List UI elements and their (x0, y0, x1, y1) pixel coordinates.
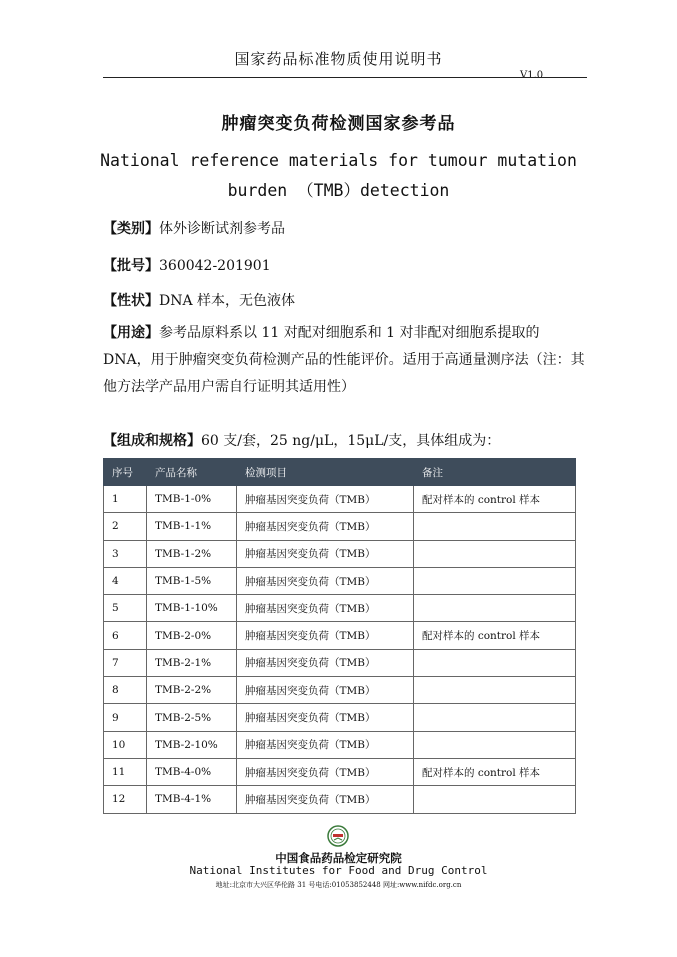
header-test-item: 检测项目 (237, 459, 414, 486)
cell-seq: 4 (104, 567, 147, 594)
nifdc-emblem-icon (327, 825, 349, 847)
cell-product: TMB-1-10% (147, 595, 237, 622)
cell-remark (414, 595, 576, 622)
header-product-name: 产品名称 (147, 459, 237, 486)
cell-remark (414, 513, 576, 540)
version-label: V1.0 (520, 70, 544, 81)
cell-test: 肿瘤基因突变负荷（TMB） (237, 567, 414, 594)
appearance-value: DNA 样本，无色液体 (159, 293, 296, 309)
table-row (104, 649, 576, 676)
cell-test: 肿瘤基因突变负荷（TMB） (237, 649, 414, 676)
table-row (104, 540, 576, 567)
cell-seq: 7 (104, 649, 147, 676)
cell-remark: 配对样本的 control 样本 (414, 622, 576, 649)
cell-product: TMB-4-1% (147, 786, 237, 813)
footer-address: 地址:北京市大兴区华伦路 31 号电话:01053852448 网址:www.nifdc.org.cn (215, 881, 462, 889)
cell-product: TMB-2-5% (147, 704, 237, 731)
cell-product: TMB-1-1% (147, 513, 237, 540)
cell-seq: 5 (104, 595, 147, 622)
table-row (104, 758, 576, 785)
cell-seq: 2 (104, 513, 147, 540)
cell-product: TMB-1-0% (147, 486, 237, 513)
header-divider (103, 77, 587, 78)
cell-product: TMB-4-0% (147, 758, 237, 785)
cell-remark (414, 731, 576, 758)
cell-product: TMB-2-2% (147, 677, 237, 704)
cell-remark (414, 567, 576, 594)
composition-label: 【组成和规格】 (103, 433, 201, 449)
cell-seq: 1 (104, 486, 147, 513)
document-title-en-line2: burden （TMB）detection (227, 181, 450, 200)
document-title-en (0, 146, 677, 206)
cell-remark: 配对样本的 control 样本 (414, 486, 576, 513)
document-title-cn: 肿瘤突变负荷检测国家参考品 (221, 114, 456, 134)
cell-test: 肿瘤基因突变负荷（TMB） (237, 486, 414, 513)
usage-label: 【用途】 (103, 325, 159, 341)
table-row (104, 731, 576, 758)
cell-remark (414, 540, 576, 567)
cell-product: TMB-2-1% (147, 649, 237, 676)
cell-seq: 3 (104, 540, 147, 567)
batch-field (103, 255, 271, 275)
cell-product: TMB-1-5% (147, 567, 237, 594)
cell-seq: 8 (104, 677, 147, 704)
cell-remark (414, 649, 576, 676)
cell-test: 肿瘤基因突变负荷（TMB） (237, 786, 414, 813)
table-row (104, 786, 576, 813)
cell-seq: 12 (104, 786, 147, 813)
cell-seq: 10 (104, 731, 147, 758)
cell-product: TMB-2-10% (147, 731, 237, 758)
appearance-label: 【性状】 (103, 293, 159, 309)
composition-field (103, 430, 500, 450)
cell-test: 肿瘤基因突变负荷（TMB） (237, 704, 414, 731)
cell-test: 肿瘤基因突变负荷（TMB） (237, 513, 414, 540)
header-seq: 序号 (104, 459, 147, 486)
cell-test: 肿瘤基因突变负荷（TMB） (237, 677, 414, 704)
cell-seq: 6 (104, 622, 147, 649)
table-header-row (104, 459, 576, 486)
table-row (104, 486, 576, 513)
usage-field (103, 320, 585, 401)
cell-remark (414, 677, 576, 704)
cell-product: TMB-2-0% (147, 622, 237, 649)
cell-test: 肿瘤基因突变负荷（TMB） (237, 595, 414, 622)
batch-value: 360042-201901 (159, 258, 271, 274)
cell-product: TMB-1-2% (147, 540, 237, 567)
composition-value: 60 支/套，25 ng/μL，15μL/支，具体组成为： (201, 433, 501, 449)
appearance-field (103, 290, 295, 310)
table-row (104, 595, 576, 622)
table-row (104, 622, 576, 649)
cell-test: 肿瘤基因突变负荷（TMB） (237, 731, 414, 758)
category-field (103, 218, 285, 238)
table-row (104, 677, 576, 704)
cell-remark (414, 786, 576, 813)
usage-value: 参考品原料系以 11 对配对细胞系和 1 对非配对细胞系提取的 DNA，用于肿瘤突变负荷检测产品的性能评价。适用于高通量测序法（注：其他方法学产品用户需自行证明其适用性） (103, 325, 585, 395)
document-title-en-line1: National reference materials for tumour mutation (100, 151, 577, 170)
cell-test: 肿瘤基因突变负荷（TMB） (237, 622, 414, 649)
batch-label: 【批号】 (103, 258, 159, 274)
table-row (104, 513, 576, 540)
cell-test: 肿瘤基因突变负荷（TMB） (237, 758, 414, 785)
header-title: 国家药品标准物质使用说明书 (234, 50, 443, 68)
cell-seq: 9 (104, 704, 147, 731)
composition-table (103, 458, 576, 814)
footer-institute-cn: 中国食品药品检定研究院 (275, 851, 402, 865)
cell-seq: 11 (104, 758, 147, 785)
table-row (104, 704, 576, 731)
cell-test: 肿瘤基因突变负荷（TMB） (237, 540, 414, 567)
table-row (104, 567, 576, 594)
header-remark: 备注 (414, 459, 576, 486)
cell-remark: 配对样本的 control 样本 (414, 758, 576, 785)
footer-institute-en: National Institutes for Food and Drug Control (189, 864, 488, 877)
category-value: 体外诊断试剂参考品 (159, 221, 285, 237)
cell-remark (414, 704, 576, 731)
category-label: 【类别】 (103, 221, 159, 237)
